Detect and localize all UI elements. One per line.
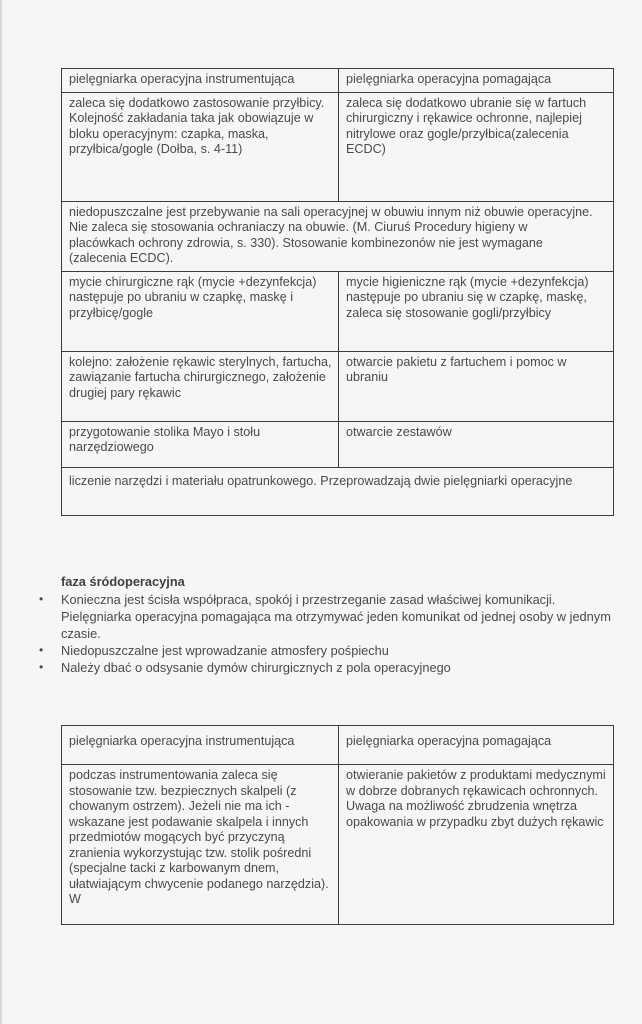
table-cell-merged: niedopuszczalne jest przebywanie na sali operacyjnej w obuwiu innym niż obuwie operacyjne. Nie zaleca się stosowania ochraniaczy na obuwie. (M. Ciuruś Procedury higieny w placówkach ochrony zdrowia, s. 330). Stosowanie kombinezonów nie jest wymagane (zalecenia ECDC). [62, 201, 614, 271]
table-row [62, 271, 614, 351]
page-edge [0, 0, 2, 1024]
list-item-text: Konieczna jest ścisła współpraca, spokój i przestrzeganie zasad właściwej komunikacji. Pielęgniarka operacyjna pomagająca ma otrzymywać jeden komunikat od jednej osoby w jednym czasie. [61, 592, 611, 641]
table-cell: podczas instrumentowania zaleca się stosowanie tzw. bezpiecznych skalpeli (z chowanym ostrzem). Jeżeli nie ma ich - wskazane jest podawanie skalpela i innych przedmiotów mogących być przyczyną zranienia wykorzystując tzw. stolik pośredni (specjalne tacki z karbowanym dnem, ułatwiającym chwycenie podanego narzędzia). W [62, 765, 339, 925]
list-item [39, 642, 621, 659]
table-cell: otwieranie pakietów z produktami medycznymi w dobrze dobranych rękawicach ochronnych. Uwaga na możliwość zbrudzenia wnętrza opakowania w przypadku zbyt dużych rękawic [339, 765, 614, 925]
table-header-row [62, 69, 614, 93]
table-cell: mycie chirurgiczne rąk (mycie +dezynfekcja) następuje po ubraniu w czapkę, maskę i przyłbicę/gogle [62, 271, 339, 351]
list-item-text: Niedopuszczalne jest wprowadzanie atmosfery pośpiechu [61, 643, 389, 658]
header-instrumenting-nurse: pielęgniarka operacyjna instrumentująca [62, 69, 339, 93]
roles-table-intraoperative [61, 725, 614, 925]
roles-table-preparation [61, 68, 614, 516]
table-cell: mycie higieniczne rąk (mycie +dezynfekcja) następuje po ubraniu się w czapkę, maskę, zaleca się stosowanie gogli/przyłbicy [339, 271, 614, 351]
table-row [62, 92, 614, 201]
table-cell: otwarcie zestawów [339, 421, 614, 467]
section-heading: faza śródoperacyjna [61, 574, 185, 589]
table-row [62, 421, 614, 467]
header-instrumenting-nurse: pielęgniarka operacyjna instrumentująca [62, 726, 339, 765]
header-assisting-nurse: pielęgniarka operacyjna pomagająca [339, 69, 614, 93]
table-cell: zaleca się dodatkowo ubranie się w fartuch chirurgiczny i rękawice ochronne, najlepiej nitrylowe oraz gogle/przyłbica(zalecenia ECDC) [339, 92, 614, 201]
table-row [62, 351, 614, 421]
table-cell: zaleca się dodatkowo zastosowanie przyłbicy. Kolejność zakładania taka jak obowiązuje w bloku operacyjnym: czapka, maska, przyłbica/gogle (Dołba, s. 4-11) [62, 92, 339, 201]
table-row [62, 467, 614, 515]
table-cell-merged: liczenie narzędzi i materiału opatrunkowego. Przeprowadzają dwie pielęgniarki operacyjne [62, 467, 614, 515]
table-header-row [62, 726, 614, 765]
table-row [62, 765, 614, 925]
table-cell: kolejno: założenie rękawic sterylnych, fartucha, zawiązanie fartucha chirurgicznego, założenie drugiej pary rękawic [62, 351, 339, 421]
bullet-icon: • [39, 592, 44, 606]
list-item [39, 591, 621, 642]
bullet-icon: • [39, 643, 44, 657]
intraoperative-section [39, 573, 621, 676]
list-item [39, 659, 621, 676]
bullet-icon: • [39, 660, 44, 674]
table-row [62, 201, 614, 271]
bullet-list [39, 591, 621, 676]
table-cell: otwarcie pakietu z fartuchem i pomoc w ubraniu [339, 351, 614, 421]
list-item-text: Należy dbać o odsysanie dymów chirurgicznych z pola operacyjnego [61, 660, 451, 675]
table-cell: przygotowanie stolika Mayo i stołu narzędziowego [62, 421, 339, 467]
header-assisting-nurse: pielęgniarka operacyjna pomagająca [339, 726, 614, 765]
